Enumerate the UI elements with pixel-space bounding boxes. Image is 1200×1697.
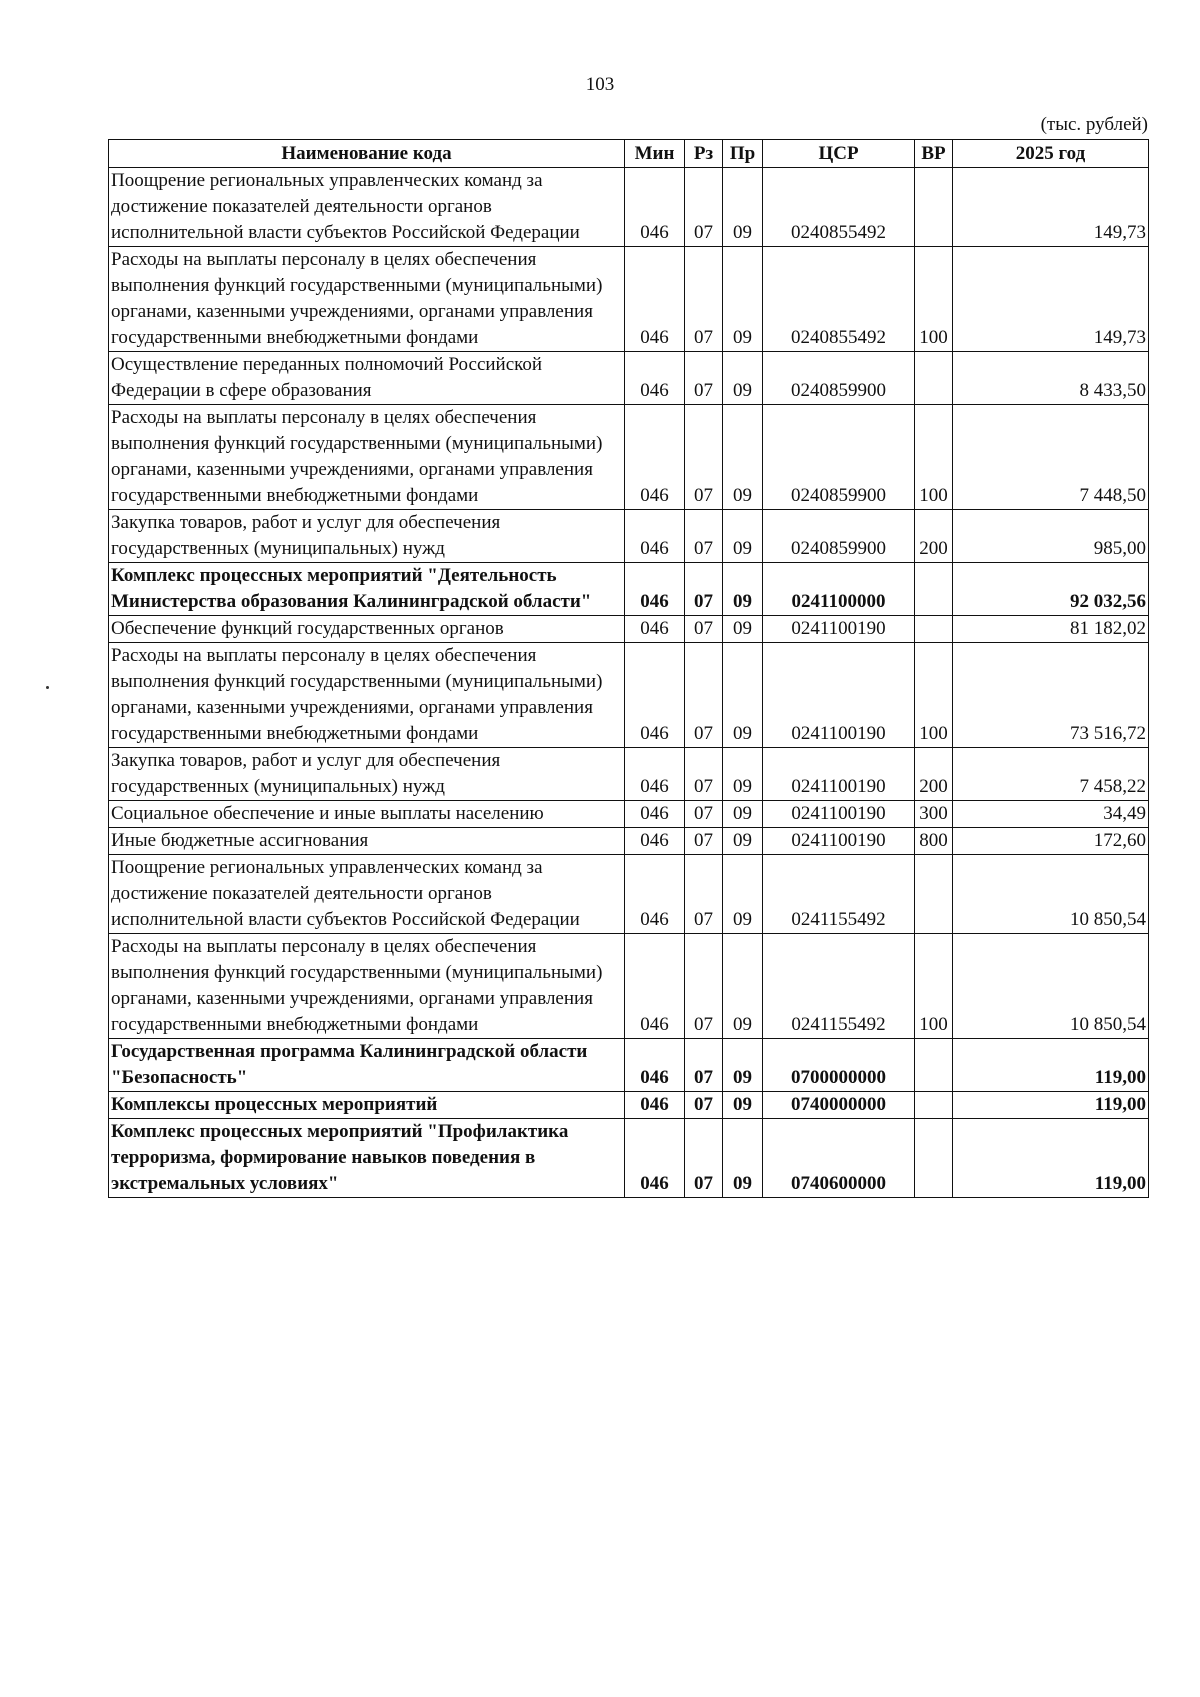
cell-name: Поощрение региональных управленческих команд за достижение показателей деятельности органов исполнительной власти субъектов Российской Федерации <box>109 168 625 247</box>
cell-csr: 0240855492 <box>763 247 915 352</box>
table-body <box>109 168 1149 1198</box>
cell-value: 34,49 <box>953 801 1149 828</box>
cell-vr: 100 <box>915 405 953 510</box>
cell-rz: 07 <box>685 828 723 855</box>
cell-csr: 0241100000 <box>763 563 915 616</box>
table-row <box>109 801 1149 828</box>
cell-min: 046 <box>625 510 685 563</box>
table-row <box>109 934 1149 1039</box>
cell-rz: 07 <box>685 405 723 510</box>
table-row <box>109 352 1149 405</box>
cell-value: 149,73 <box>953 247 1149 352</box>
cell-pr: 09 <box>723 855 763 934</box>
cell-min: 046 <box>625 168 685 247</box>
table-row <box>109 1092 1149 1119</box>
table-row <box>109 1119 1149 1198</box>
page-number: 103 <box>585 74 615 95</box>
cell-value: 119,00 <box>953 1119 1149 1198</box>
cell-pr: 09 <box>723 1119 763 1198</box>
cell-value: 119,00 <box>953 1039 1149 1092</box>
budget-table <box>108 139 1149 1198</box>
cell-min: 046 <box>625 563 685 616</box>
table-row <box>109 563 1149 616</box>
cell-csr: 0241100190 <box>763 748 915 801</box>
cell-pr: 09 <box>723 748 763 801</box>
cell-vr <box>915 855 953 934</box>
cell-min: 046 <box>625 643 685 748</box>
cell-min: 046 <box>625 801 685 828</box>
cell-csr: 0241100190 <box>763 801 915 828</box>
cell-name: Расходы на выплаты персоналу в целях обеспечения выполнения функций государственными (муниципальными) органами, казенными учреждениями, органами управления государственными внебюджетными фондами <box>109 405 625 510</box>
cell-pr: 09 <box>723 168 763 247</box>
cell-vr: 300 <box>915 801 953 828</box>
cell-vr: 200 <box>915 510 953 563</box>
cell-pr: 09 <box>723 1039 763 1092</box>
cell-min: 046 <box>625 1092 685 1119</box>
scan-dot <box>46 686 49 689</box>
cell-name: Расходы на выплаты персоналу в целях обеспечения выполнения функций государственными (муниципальными) органами, казенными учреждениями, органами управления государственными внебюджетными фондами <box>109 247 625 352</box>
table-header-row <box>109 140 1149 168</box>
cell-pr: 09 <box>723 934 763 1039</box>
cell-rz: 07 <box>685 1092 723 1119</box>
table-row <box>109 748 1149 801</box>
cell-pr: 09 <box>723 352 763 405</box>
cell-name: Социальное обеспечение и иные выплаты населению <box>109 801 625 828</box>
cell-min: 046 <box>625 934 685 1039</box>
cell-rz: 07 <box>685 643 723 748</box>
cell-rz: 07 <box>685 352 723 405</box>
table-row <box>109 616 1149 643</box>
cell-csr: 0740600000 <box>763 1119 915 1198</box>
cell-min: 046 <box>625 616 685 643</box>
header-name: Наименование кода <box>109 140 625 168</box>
table-row <box>109 247 1149 352</box>
cell-value: 7 458,22 <box>953 748 1149 801</box>
cell-pr: 09 <box>723 616 763 643</box>
cell-min: 046 <box>625 1039 685 1092</box>
cell-pr: 09 <box>723 510 763 563</box>
cell-name: Расходы на выплаты персоналу в целях обеспечения выполнения функций государственными (муниципальными) органами, казенными учреждениями, органами управления государственными внебюджетными фондами <box>109 643 625 748</box>
cell-min: 046 <box>625 352 685 405</box>
cell-name: Иные бюджетные ассигнования <box>109 828 625 855</box>
header-year: 2025 год <box>953 140 1149 168</box>
cell-value: 985,00 <box>953 510 1149 563</box>
header-csr: ЦСР <box>763 140 915 168</box>
table-row <box>109 1039 1149 1092</box>
cell-pr: 09 <box>723 828 763 855</box>
cell-rz: 07 <box>685 801 723 828</box>
cell-vr: 100 <box>915 247 953 352</box>
cell-rz: 07 <box>685 855 723 934</box>
cell-vr: 200 <box>915 748 953 801</box>
cell-vr <box>915 352 953 405</box>
cell-name: Закупка товаров, работ и услуг для обеспечения государственных (муниципальных) нужд <box>109 510 625 563</box>
cell-vr: 800 <box>915 828 953 855</box>
cell-csr: 0240855492 <box>763 168 915 247</box>
cell-value: 119,00 <box>953 1092 1149 1119</box>
header-pr: Пр <box>723 140 763 168</box>
cell-value: 10 850,54 <box>953 934 1149 1039</box>
cell-pr: 09 <box>723 643 763 748</box>
cell-min: 046 <box>625 247 685 352</box>
cell-vr <box>915 1039 953 1092</box>
cell-pr: 09 <box>723 1092 763 1119</box>
cell-pr: 09 <box>723 405 763 510</box>
cell-min: 046 <box>625 855 685 934</box>
cell-csr: 0740000000 <box>763 1092 915 1119</box>
cell-value: 81 182,02 <box>953 616 1149 643</box>
cell-min: 046 <box>625 828 685 855</box>
table-row <box>109 405 1149 510</box>
cell-csr: 0241100190 <box>763 643 915 748</box>
cell-name: Поощрение региональных управленческих команд за достижение показателей деятельности органов исполнительной власти субъектов Российской Федерации <box>109 855 625 934</box>
table-row <box>109 510 1149 563</box>
cell-name: Расходы на выплаты персоналу в целях обеспечения выполнения функций государственными (муниципальными) органами, казенными учреждениями, органами управления государственными внебюджетными фондами <box>109 934 625 1039</box>
table-row <box>109 168 1149 247</box>
cell-value: 172,60 <box>953 828 1149 855</box>
cell-vr <box>915 616 953 643</box>
cell-value: 8 433,50 <box>953 352 1149 405</box>
cell-csr: 0240859900 <box>763 405 915 510</box>
cell-name: Государственная программа Калининградской области "Безопасность" <box>109 1039 625 1092</box>
cell-pr: 09 <box>723 563 763 616</box>
cell-rz: 07 <box>685 168 723 247</box>
cell-min: 046 <box>625 1119 685 1198</box>
cell-vr <box>915 563 953 616</box>
cell-csr: 0241155492 <box>763 855 915 934</box>
cell-vr: 100 <box>915 934 953 1039</box>
cell-csr: 0241100190 <box>763 616 915 643</box>
cell-rz: 07 <box>685 1119 723 1198</box>
cell-name: Осуществление переданных полномочий Российской Федерации в сфере образования <box>109 352 625 405</box>
cell-value: 10 850,54 <box>953 855 1149 934</box>
cell-rz: 07 <box>685 247 723 352</box>
cell-csr: 0240859900 <box>763 352 915 405</box>
cell-rz: 07 <box>685 748 723 801</box>
cell-vr <box>915 1092 953 1119</box>
cell-rz: 07 <box>685 616 723 643</box>
cell-csr: 0700000000 <box>763 1039 915 1092</box>
cell-value: 73 516,72 <box>953 643 1149 748</box>
table-row <box>109 855 1149 934</box>
cell-vr: 100 <box>915 643 953 748</box>
header-min: Мин <box>625 140 685 168</box>
cell-pr: 09 <box>723 247 763 352</box>
cell-value: 92 032,56 <box>953 563 1149 616</box>
cell-rz: 07 <box>685 934 723 1039</box>
cell-name: Комплексы процессных мероприятий <box>109 1092 625 1119</box>
cell-name: Закупка товаров, работ и услуг для обеспечения государственных (муниципальных) нужд <box>109 748 625 801</box>
cell-pr: 09 <box>723 801 763 828</box>
cell-rz: 07 <box>685 563 723 616</box>
cell-csr: 0240859900 <box>763 510 915 563</box>
cell-name: Обеспечение функций государственных органов <box>109 616 625 643</box>
units-label: (тыс. рублей) <box>1040 114 1148 135</box>
cell-vr <box>915 168 953 247</box>
cell-name: Комплекс процессных мероприятий "Деятельность Министерства образования Калининградской области" <box>109 563 625 616</box>
cell-min: 046 <box>625 405 685 510</box>
cell-value: 7 448,50 <box>953 405 1149 510</box>
header-vr: ВР <box>915 140 953 168</box>
header-rz: Рз <box>685 140 723 168</box>
cell-value: 149,73 <box>953 168 1149 247</box>
cell-min: 046 <box>625 748 685 801</box>
table-row <box>109 828 1149 855</box>
table-row <box>109 643 1149 748</box>
cell-rz: 07 <box>685 510 723 563</box>
cell-csr: 0241155492 <box>763 934 915 1039</box>
cell-vr <box>915 1119 953 1198</box>
cell-rz: 07 <box>685 1039 723 1092</box>
cell-name: Комплекс процессных мероприятий "Профилактика терроризма, формирование навыков поведения в экстремальных условиях" <box>109 1119 625 1198</box>
cell-csr: 0241100190 <box>763 828 915 855</box>
